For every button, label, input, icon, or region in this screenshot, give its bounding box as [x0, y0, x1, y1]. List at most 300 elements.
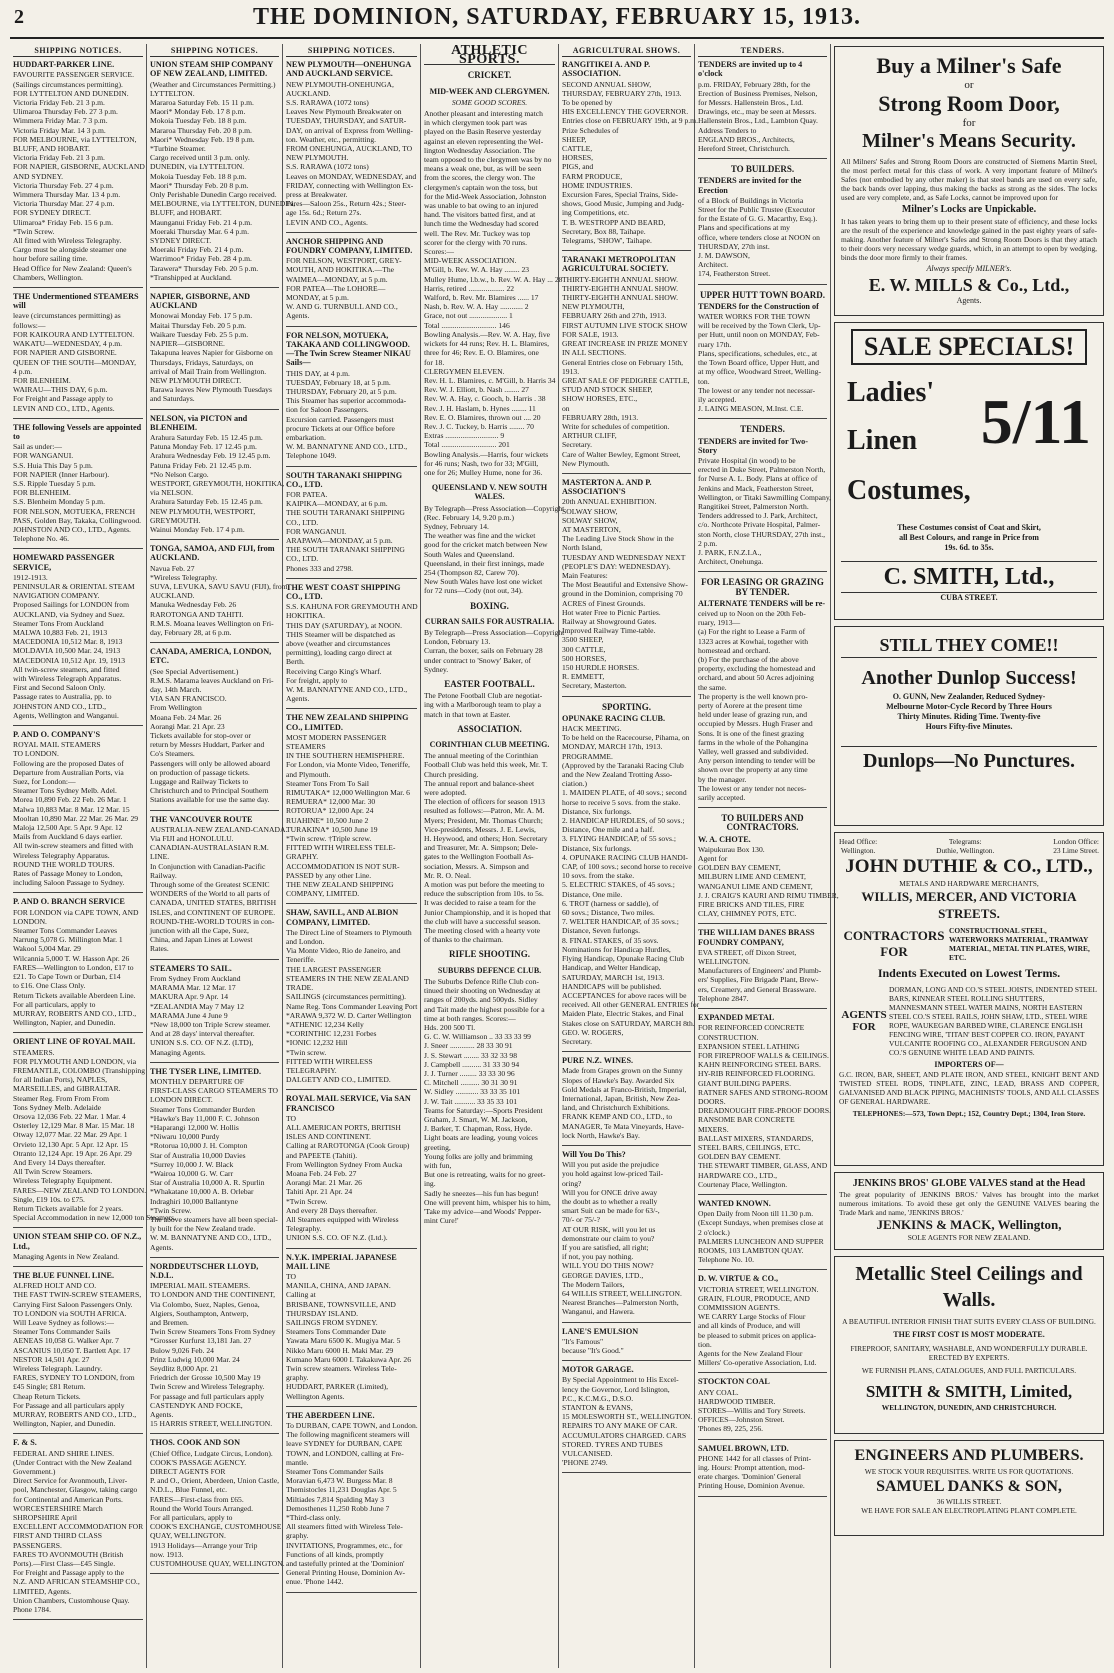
notice-line: Sail as under:—: [13, 442, 62, 452]
notice-line: 3500 SHEEP,: [562, 635, 604, 645]
notice-line: SHEEP,: [562, 134, 587, 144]
notice-line: Telegrams, 'SHOW', Taihape.: [562, 236, 652, 246]
notice-item: [13, 1438, 143, 1614]
notice-line: Aorangi Mar. 21 Apr. 23: [150, 721, 225, 731]
notice-line: HIS EXCELLENCY THE GOVERNOR.: [562, 107, 689, 117]
notice-line: £45 Single; £81 Return.: [13, 1382, 86, 1392]
notice-line: All Steamers equipped with Wireless: [286, 1214, 399, 1224]
notice-line: (See Special Advertisement.): [150, 666, 239, 676]
notice-line: LYTTELTON.: [150, 88, 195, 98]
notice-line: Head Office for New Zealand: Queen's: [13, 263, 132, 273]
notice-line: Government.): [13, 1467, 56, 1477]
notice-line: UNION S.S. CO. OF N.Z. (LTD),: [150, 1038, 254, 1048]
notice-line: CO., LTD.: [286, 554, 319, 564]
notice-line: Wainui Monday Feb. 17 4 p.m.: [150, 524, 245, 534]
notice-title: THE WILLIAM DANES BRASS FOUNDRY COMPANY,: [698, 928, 815, 947]
notice-line: STEAMERS.: [13, 1047, 55, 1057]
notice-title: THOS. COOK AND SON: [150, 1438, 241, 1448]
notice-line: Maunganui Friday Feb. 21 4 p.m.: [150, 217, 253, 227]
notice-line: MARAMA June 4 June 9: [150, 1010, 228, 1020]
notice-title: MASTERTON A. AND P. ASSOCIATION'S: [562, 477, 652, 497]
notice-section-heading: TENDERS.: [740, 424, 785, 435]
notice-divider: [13, 418, 143, 419]
notice-line: Suez, for London:—: [13, 777, 76, 787]
notice-line: 174, Featherston Street.: [698, 269, 771, 279]
notice-line: COMMISSION AGENTS.: [698, 1302, 780, 1312]
notice-line: CLAY, CHIMNEY POTS, ETC.: [698, 909, 797, 919]
article-line: Bowling Analysis.—Harris, four wickets: [424, 449, 549, 459]
notice-title: FOR NELSON, MOTUEKA, TAKAKA AND COLLINGWOOD.—The Twin Screw Steamer NIKAU Sails—: [286, 330, 411, 368]
notice-title: THE TYSER LINE, LIMITED.: [150, 1066, 262, 1076]
notice-line: THURSDAY, February 20, at 5 p.m.: [286, 386, 397, 396]
notice-line: Drawings, etc., may be seen at Messrs.: [698, 107, 817, 117]
notice-title: NELSON, via PICTON and BLENHEIM.: [150, 413, 248, 432]
article-line: MID-WEEK ASSOCIATION.: [424, 256, 517, 266]
article-line: means a weak one, but, as will be seen: [424, 164, 542, 174]
notice-line: SAILINGS (circumstances permitting).: [286, 992, 406, 1002]
notice-divider: [13, 287, 143, 288]
notice-line: Agents for the New Zealand Flour: [698, 1349, 803, 1358]
notice-line: Made from Grapes grown on the Sunny: [562, 1066, 683, 1076]
notice-line: 5. ELECTRIC STAKES, of 45 sovs.;: [562, 880, 675, 890]
notice-divider: [286, 466, 417, 467]
notice-line: (Approved by the Taranaki Racing Club: [562, 760, 684, 770]
notice-line: Tons Sydney Melb. Adelaide: [13, 1102, 102, 1112]
notice-line: Round the World Tours Arranged.: [150, 1503, 253, 1513]
article-line: A motion was put before the meeting to: [424, 880, 545, 890]
notice-line: TUESDAY, February 18, at 5 p.m.: [286, 377, 391, 387]
notice-line: MOST MODERN PASSENGER: [286, 732, 387, 742]
notice-line: Bulow 9,026 Feb. 24: [150, 1345, 214, 1355]
notice-line: WELLINGTON.: [698, 957, 750, 967]
notice-item: [286, 583, 417, 704]
milner-safe-ad: [834, 46, 1104, 316]
notice-line: THIS DAY (SATURDAY), at NOON.: [286, 620, 403, 630]
ad-text: CUBA STREET.: [940, 593, 998, 602]
notice-line: FRIDAY, connecting with Wellington Ex-: [286, 180, 414, 190]
notice-line: And at 28 days' interval thereafter.: [150, 1029, 255, 1039]
notice-line: STORED. TYRES AND TUBES: [562, 1439, 663, 1449]
notice-title: NEW PLYMOUTH—ONEHUNGA AND AUCKLAND SERVICE.: [286, 60, 411, 79]
notice-line: LEVIN AND CO., LTD., Agents.: [13, 403, 115, 413]
notice-line: NEW PLYMOUTH DIRECT.: [150, 375, 242, 385]
notice-line: Friedrich der Grosse 10,500 May 19: [150, 1373, 261, 1383]
notice-line: Flying Handicap, Opunake Racing Club: [562, 954, 685, 964]
notice-line: via NELSON.: [150, 488, 194, 498]
notice-line: Via FIJI and HONOLULU.: [150, 834, 234, 844]
article-line: C. Mitchell .......... 30 31 30 91: [424, 1078, 518, 1088]
notice-line: RUAHINE* 10,500 June 2: [286, 815, 369, 825]
notice-line: Will Leave Sydney as follows:—: [13, 1318, 114, 1327]
notice-line: Otranto 12,124 Apr. 19 Apr. 26 Apr. 29: [13, 1148, 132, 1158]
notice-line: Wellington, Napier, and Dunedin.: [13, 1018, 116, 1028]
ad-text: WE HAVE FOR SALE AN ELECTROPLATING PLANT COMPLETE.: [861, 1506, 1077, 1515]
notice-line: Printing House, Dominion Avenue.: [698, 1481, 805, 1491]
notice-line: Maori* Wednesday Feb. 19 8 p.m.: [150, 134, 255, 144]
notice-line: Orvieto 12,130 Apr. 5 Apr. 12 Apr. 15: [13, 1139, 128, 1149]
rifle-article: [424, 977, 555, 1225]
notice-line: Rates of Passage Money to London,: [13, 869, 123, 879]
notice-line: IMPERIAL MAIL STEAMERS.: [150, 1281, 251, 1291]
notice-divider: [562, 1360, 691, 1361]
notice-item: [286, 471, 417, 573]
notice-line: GOLDEN BAY CEMENT,: [698, 863, 781, 873]
notice-line: WAKATU—WEDNESDAY, 4 p.m.: [13, 339, 123, 349]
notice-line: Steamer Tons Commander Sails: [13, 1327, 111, 1337]
notice-divider: [286, 326, 417, 327]
article-line: lunch time the Wednesday had scored: [424, 219, 539, 229]
boxing-heading: BOXING.: [470, 600, 509, 611]
article-line: Junior Championship, and it is hoped that: [424, 907, 551, 917]
notice-line: NESTOR 14,501 Apr. 27: [13, 1354, 90, 1364]
notice-line: AENEAS 10,058 G. Walker Apr. 7: [13, 1336, 119, 1346]
notice-line: FEBRUARY 28th, 1913.: [562, 412, 639, 422]
notice-line: FOR SYDNEY DIRECT.: [13, 208, 91, 218]
notice-line: FREMANTLE, COLOMBO (Transhipping: [13, 1065, 145, 1075]
notice-title: THE Undermentioned STEAMERS will: [13, 292, 139, 311]
notice-line: Calling at RAROTONGA (Cook Group): [286, 1141, 410, 1151]
notice-line: TOWN, and LONDON, calling at Fre-: [286, 1448, 404, 1458]
notice-line: DUNEDIN, via LYTTELTON.: [150, 162, 245, 172]
notice-line: Cargo must be alongside steamer one: [13, 245, 127, 255]
notice-line: Steamer Tons Commander Sails: [286, 1467, 384, 1477]
notice-line: LIMITED, Agents.: [13, 1586, 71, 1596]
notice-line: FAVOURITE PASSENGER SERVICE.: [13, 70, 134, 80]
notice-line: horse to receive 5 sovs. from the stake.: [562, 797, 681, 807]
notice-line: BRISBANE, TOWNSVILLE, AND: [286, 1299, 396, 1309]
notice-line: First and Second Saloon Only.: [13, 683, 106, 693]
notice-line: OFFICES—Johnston Street.: [698, 1415, 785, 1425]
notice-line: Write for schedules of competition.: [562, 421, 670, 431]
article-line: reduce the subscription from 10s. to 5s.: [424, 889, 544, 899]
notice-line: Wellington, or Titaki Sawmilling Company,: [698, 492, 832, 502]
notice-line: Agents.: [286, 311, 310, 321]
sale-specials-ad: [834, 322, 1104, 620]
ad-company: E. W. MILLS & Co., Ltd.,: [868, 275, 1070, 295]
article-line: Myers; President, Mr. Thomas Church;: [424, 815, 543, 825]
notice-line: Plans and specifications at my: [698, 223, 790, 233]
notice-line: J. PARK, F.N.Z.I.A.,: [698, 547, 762, 557]
notice-line: FARES—Wellington to London, £17 to: [13, 962, 134, 972]
article-line: By Telegraph—Press Association—Copyright: [424, 627, 565, 637]
notice-line: Miltiades 7,814 Spalding May 3: [286, 1494, 385, 1504]
notice-line: ROOMS, 103 LAMBTON QUAY.: [698, 1245, 804, 1255]
ad-text: G.C. IRON, BAR, SHEET, AND PLATE IRON, AND STEEL, KNIGHT BENT AND TWISTED STEEL RODS, TINPLATE, ZINC, LEAD, BRASS AND COPPER, GALVANISED AND BLACK PIPING, MACHINISTS' TOOLS, AND ALL CLASSES OF GENERAL HARDWARE.: [839, 1070, 1099, 1106]
notice-divider: [13, 1227, 143, 1228]
john-duthie-ad: [834, 832, 1104, 1166]
ad-text: WELLINGTON, DUNEDIN, AND CHRISTCHURCH.: [881, 1403, 1057, 1412]
notice-line: 70/- or 75/-?: [562, 1215, 600, 1225]
notice-line: MURRAY, ROBERTS AND CO., LTD.,: [13, 1008, 137, 1018]
notice-divider: [562, 1472, 691, 1473]
notice-line: ceived up to Noon on the 20th Feb-: [698, 608, 806, 618]
notice-line: Kumano Maru 6000 I. Takakuwa Apr. 26: [286, 1354, 412, 1364]
notice-line: PENINSULAR & ORIENTAL STEAM: [13, 581, 135, 591]
ad-company: JOHN DUTHIE & CO., LTD.,: [845, 856, 1093, 877]
notice-line: WATER WORKS FOR THE TOWN: [698, 312, 811, 322]
notice-line: leave (circumstances permitting) as: [13, 311, 121, 321]
notice-divider: [150, 1433, 279, 1434]
notice-line: Chambers, Wellington.: [13, 272, 83, 282]
notice-line: FOR NAPIER AND GISBORNE.: [13, 348, 117, 358]
notice-item: [13, 60, 143, 282]
notice-line: and Saturdays.: [150, 394, 195, 404]
notice-line: COMPANY, LIMITED.: [286, 889, 360, 899]
jenkins-valves-ad: [834, 1172, 1104, 1250]
rifle-shooting-heading: RIFLE SHOOTING.: [448, 949, 531, 960]
notice-line: ing Competitions, etc.: [562, 208, 630, 218]
notice-line: Hallenstein Bros., Ltd., Lambton Quay.: [698, 116, 818, 126]
notice-line: WE CARRY Large Stocks of Flour: [698, 1312, 806, 1322]
notice-line: All steamers fitted with Wireless Tele-: [286, 1522, 403, 1532]
notice-line: 3. FLYING HANDICAP, of 55 sovs.;: [562, 834, 676, 844]
notice-line: The Leading Live Stock Show in the: [562, 534, 674, 544]
notice-line: Care of Walter Bewley, Egmont Street,: [562, 449, 681, 459]
notice-line: ROYAL MAIL STEAMERS: [13, 740, 101, 750]
notice-line: Open Daily from Noon till 11.30 p.m.: [698, 1209, 814, 1219]
notice-line: Arahura Saturday Feb. 15 12.45 p.m.: [150, 432, 263, 442]
notice-line: GREAT INCREASE IN PRIZE MONEY: [562, 339, 689, 349]
notice-item: [150, 1438, 285, 1569]
notice-line: *Wairoa 10,000 G. W. Carr: [150, 1168, 234, 1178]
notice-item: [698, 928, 827, 1003]
article-line: and Treasurer, Mr. A. Simpson; Dele-: [424, 843, 539, 853]
notice-item: [698, 291, 827, 414]
article-line: resulted as follows:—Patron, Mr. A. M.: [424, 806, 545, 816]
notice-line: W. AND G. TURNBULL AND CO.,: [286, 302, 398, 312]
notice-line: Distance, One mile and a half.: [562, 825, 655, 835]
article-line: in which clergymen took part was: [424, 118, 527, 128]
notice-line: N.D.L., Blue Funnel, etc.: [150, 1485, 227, 1495]
notice-line: Moana Feb. 24 Feb. 27: [286, 1168, 357, 1178]
notice-line: and Bremen.: [150, 1318, 189, 1327]
article-line: J. Campbell .......... 31 33 30 94: [424, 1059, 520, 1069]
notice-line: ers, Creamery, and General Brassware.: [698, 984, 817, 994]
notice-title: N.Y.K. IMPERIAL JAPANESE MAIL LINE: [286, 1252, 397, 1271]
notice-line: Stations available for use the same day.: [150, 795, 270, 805]
notice-line: Name Reg. Tons Commander Leaving Port: [286, 1001, 418, 1011]
notice-line: To be opened by: [562, 98, 613, 108]
notice-line: COOK'S PASSAGE AGENCY.: [150, 1457, 247, 1467]
notice-line: Secretary.: [562, 440, 593, 450]
notice-line: Wanganui, and Hawera.: [562, 1307, 635, 1317]
notice-line: press at Breakwater.: [286, 190, 348, 200]
notice-line: Agent for: [698, 854, 728, 864]
article-line: The annual meeting of the Corinthian: [424, 751, 539, 761]
notice-line: STEAMERS IN THE NEW ZEALAND: [286, 973, 409, 983]
notice-line: 8. FINAL STAKES, of 35 sovs.: [562, 935, 659, 945]
notice-divider: [150, 287, 279, 288]
notice-title: STEAMERS TO SAIL.: [150, 963, 232, 973]
notice-line: property, excluding the homestead and: [698, 664, 816, 674]
notice-line: New Plymouth.: [562, 458, 610, 468]
notice-divider: [286, 1406, 417, 1407]
notice-line: FOR NAPIER, GISBORNE, AUCKLAND: [13, 162, 145, 172]
notice-line: Entries close on FEBRUARY 19th, at 9 p.m.: [562, 116, 698, 126]
notice-line: DALGETY AND CO., LIMITED.: [286, 1075, 391, 1085]
article-line: 254 (Thompson 82, Carew 70).: [424, 567, 520, 577]
notice-line: RATNER SAFES AND STRONG-ROOM: [698, 1087, 828, 1097]
notice-line: THURSDAY ISLAND.: [286, 1308, 359, 1318]
article-line: The Petone Football Club are negotiat-: [424, 691, 543, 701]
notice-line: PROGRAMME.: [562, 751, 613, 761]
notice-line: c/o. Northcote Private Hospital, Palmer-: [698, 520, 821, 530]
notice-line: Tahiti Apr. 21 Apr. 24: [286, 1187, 353, 1197]
article-line: Rev. J. H. Haslam, b. Hynes ........ 11: [424, 403, 536, 413]
notice-line: Phone 1784.: [13, 1605, 51, 1615]
notice-line: Waikare Tuesday Feb. 25 5 p.m.: [150, 329, 249, 339]
notice-line: Teneriffe.: [286, 955, 316, 965]
notice-line: Wakool 5,004 Mar. 29: [13, 944, 81, 954]
notice-line: DIRECT AGENTS FOR: [150, 1467, 226, 1477]
notice-line: FOR LYTTELTON AND DUNEDIN.: [13, 88, 129, 98]
notice-line: Luggage and Railway Tickets to: [150, 777, 249, 787]
notice-divider: [698, 1496, 827, 1497]
article-line: time at both ranges. Scores:—: [424, 1013, 516, 1023]
article-line: were adopted.: [424, 788, 467, 798]
notice-line: Hot water Free to Picnic Parties.: [562, 607, 661, 617]
notice-line: the same.: [698, 682, 727, 692]
notice-line: "It's Famous": [562, 1336, 604, 1346]
notice-line: EXCELLENT ACCOMMODATION FOR: [13, 1522, 144, 1532]
notice-line: and London.: [286, 937, 325, 947]
notice-line: CO., LTD.: [286, 517, 319, 527]
notice-line: (PEOPLE'S DAY: WEDNESDAY).: [562, 561, 671, 571]
notice-divider: [13, 1433, 143, 1434]
notice-line: Christchurch and to Principal Southern: [150, 786, 269, 796]
ad-text: Costumes,: [847, 475, 971, 506]
notice-line: Wimmera Friday Mar. 7 3 p.m.: [13, 116, 108, 126]
notice-line: Secretary.: [562, 1036, 593, 1046]
article-line: the club will have a successful season.: [424, 916, 541, 926]
article-title: MID-WEEK AND CLERGYMEN.: [429, 86, 550, 96]
notice-line: orchard, and about 50 Acres adjoining: [698, 673, 814, 683]
notice-line: Prize Schedules of: [562, 125, 619, 135]
notice-line: WORCESTERSHIRE March: [13, 1503, 103, 1513]
notice-line: Osterley 12,129 Mar. 8 Mar. 15 Mar. 18: [13, 1121, 135, 1131]
notice-line: EXPANSION STEEL LATHING: [698, 1041, 800, 1051]
notice-line: MANAGER, Te Mata Vineyards, Have-: [562, 1121, 684, 1131]
article-line: Curran, the boxer, sails on February 28: [424, 646, 543, 656]
notice-line: *Haparangi 12,000 W. Hollis: [150, 1122, 239, 1132]
notice-line: smart Suit can be made for 63/-,: [562, 1206, 660, 1216]
notice-line: S.S. RARAWA (1072 tons): [286, 162, 369, 172]
notice-line: Private Hospital (in wood) to be: [698, 455, 796, 465]
notice-line: Architect.: [698, 260, 729, 270]
notice-line: (a) For the right to Lease a Farm of: [698, 627, 806, 637]
notice-line: Wellington, Napier, and Dunedin.: [13, 1419, 116, 1429]
notice-line: *Niwaru 10,000 Purdy: [150, 1132, 220, 1142]
notice-line: PASS, Golden Bay, Takaka, Collingwood.: [13, 515, 142, 525]
notice-item: [150, 964, 279, 1057]
notice-line: Wireless Telegraphy Apparatus.: [13, 850, 110, 860]
notice-line: (Weather and Circumstances Permitting.): [150, 79, 276, 89]
notice-line: ACRES of Finest Grounds.: [562, 598, 646, 608]
notice-divider: [286, 578, 417, 579]
notice-item: [150, 413, 285, 535]
notice-line: GEO. W. ROGERS,: [562, 1027, 624, 1037]
notice-line: Single, £19 10s. to £75.: [13, 1194, 85, 1204]
notice-line: Distance, Six furlongs.: [562, 843, 632, 853]
ad-text: Head Office:: [839, 837, 878, 846]
notice-item: [286, 1411, 417, 1587]
notice-line: FOR FIREPROOF WALLS & CEILINGS.: [698, 1050, 829, 1060]
notice-item: [698, 1274, 827, 1367]
notice-line: *ZEALANDIA May 7 May 12: [150, 1001, 245, 1011]
notice-line: junction with all the Cape, Suez,: [150, 926, 249, 936]
notice-line: age 15s. 6d.; Return 27s.: [286, 208, 362, 218]
notice-line: for all Indian Ports), NAPLES,: [13, 1075, 108, 1085]
notice-item: [150, 1262, 279, 1429]
notice-line: Agents.: [150, 1242, 174, 1252]
notice-line: FOR BLENHEIM.: [13, 488, 71, 498]
article-line: By Telegraph—Press Association—Copyright: [424, 503, 565, 513]
notice-line: AT MASTERTON,: [562, 524, 621, 534]
notice-item: [562, 60, 698, 246]
article-line: three for 46; Rev. E. O. Blamires, one: [424, 348, 539, 358]
article-line: South Wales and Queensland.: [424, 549, 515, 559]
article-line: Queensland, in their first innings, made: [424, 558, 544, 568]
notice-line: by the manager.: [698, 774, 747, 784]
notice-line: 7. WELTER HANDICAP, of 35 sovs.;: [562, 917, 679, 927]
notice-line: Victoria Friday Feb. 21 3 p.m.: [13, 98, 105, 108]
notice-line: Plans, specifications, schedules, etc., at: [698, 348, 818, 358]
notice-item: [150, 1067, 279, 1252]
notice-line: EVA STREET, off Dixon Street,: [698, 947, 797, 957]
notice-line: held under lease of grazing run, and: [698, 710, 808, 720]
article-line: Teams for Saturday:—Sports President: [424, 1105, 543, 1115]
notice-divider: [698, 807, 827, 808]
notice-line: 2 p.m.: [698, 538, 718, 548]
ad-text: The great popularity of JENKINS BROS.' Valves has brought into the market numerous imitations. To avoid these get only the GENUINE VALVES bearing the Trade Mark and name, 'JENKINS BROS.': [839, 1190, 1099, 1217]
notice-line: Leaves New Plymouth Breakwater on: [286, 107, 402, 117]
ad-text: Wellington.: [840, 846, 876, 855]
notice-line: TURAKINA* 10,500 June 19: [286, 824, 378, 834]
notice-line: FARES—First-class from £65.: [150, 1494, 244, 1504]
notice-line: REMUERA* 12,000 Mar. 30: [286, 797, 376, 807]
notice-divider: [150, 539, 279, 540]
notice-line: ing. Hours: Prompt attention, mod-: [698, 1463, 805, 1473]
notice-title: F. & S.: [13, 1438, 37, 1448]
notice-line: FOR REINFORCED CONCRETE: [698, 1023, 805, 1033]
notice-line: ARAPAWA—MONDAY, at 5 p.m.: [286, 535, 393, 545]
notice-line: Moeraki Friday Feb. 21 4 p.m.: [150, 245, 244, 255]
notice-divider: [698, 1439, 827, 1440]
notice-line: HACK MEETING.: [562, 724, 622, 734]
article-line: mint Cure!': [424, 1216, 459, 1226]
notice-line: Morea 10,890 Feb. 22 Feb. 26 Mar. 1: [13, 795, 127, 805]
notice-line: of a Block of Buildings in Victoria: [698, 195, 804, 205]
notice-line: JOHNSTON AND CO., LTD., Agents.: [13, 524, 131, 534]
notice-line: TO LONDON AND THE CONTINENT,: [150, 1290, 276, 1300]
notice-line: CAP, of 100 sovs.; second horse to receive: [562, 862, 692, 872]
notice-item: [562, 1150, 691, 1317]
notice-line: Valley, well grassed and subdivided.: [698, 747, 809, 757]
notice-line: PALMERS LUNCHEON AND SUPPER: [698, 1236, 824, 1246]
article-line: (Rec. February 14, 9.20 p.m.): [424, 512, 515, 522]
notice-item: [13, 1232, 143, 1261]
notice-line: And every 28 Days thereafter.: [286, 1205, 378, 1215]
notice-line: for Nurse A. L. Body. Plans at office of: [698, 474, 818, 484]
notice-line: STEEL BARS, CEILINGS, ETC.: [698, 1142, 801, 1152]
notice-line: Telephone No. 46.: [13, 534, 69, 544]
notice-line: SATURDAY, MARCH 1st, 1913.: [562, 972, 665, 982]
notice-line: Steamer Tons Sydney Melb. Adel.: [13, 786, 117, 796]
notice-line: perty of Aorere at the present time: [698, 701, 803, 710]
notice-line: AUCKLAND.: [150, 591, 195, 601]
notice-line: S.S. KAHUNA FOR GREYMOUTH AND: [286, 602, 418, 612]
notice-line: ANY COAL.: [698, 1387, 739, 1397]
